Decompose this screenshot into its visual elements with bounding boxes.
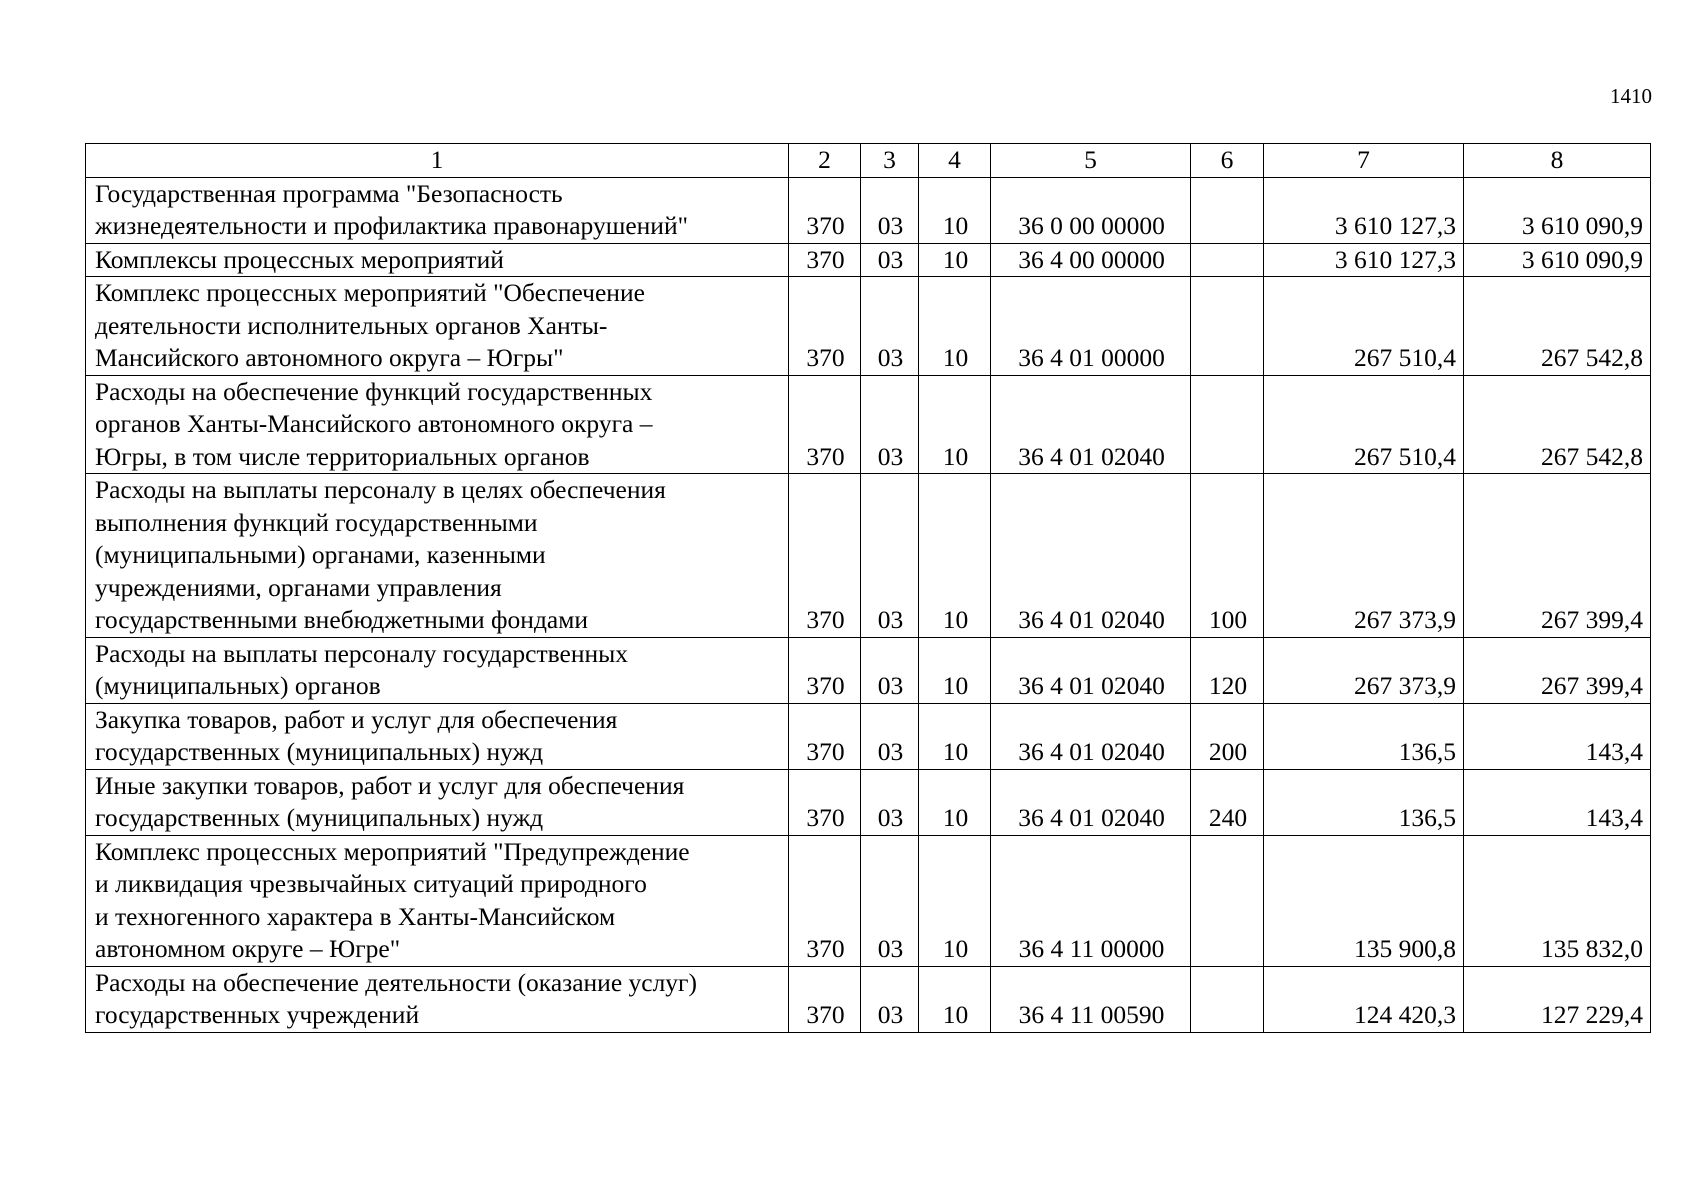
section-cell: 03 [861,966,919,1032]
subsection-cell: 10 [919,243,991,277]
column-header: 2 [789,144,861,178]
subsection-cell: 10 [919,474,991,638]
column-header: 1 [86,144,789,178]
section-cell: 03 [861,375,919,474]
row-name-cell: Расходы на выплаты персоналу государственных (муниципальных) органов [86,637,789,703]
target-article-cell: 36 4 01 02040 [991,375,1191,474]
subsection-cell: 10 [919,966,991,1032]
expense-type-cell [1191,243,1264,277]
table-row [86,243,1651,277]
code-cell: 370 [789,277,861,376]
amount-cell: 267 510,4 [1264,375,1464,474]
code-cell: 370 [789,375,861,474]
expense-type-cell [1191,966,1264,1032]
amount-cell: 267 399,4 [1464,474,1651,638]
subsection-cell: 10 [919,835,991,966]
subsection-cell: 10 [919,703,991,769]
row-name-cell: Государственная программа "Безопасность жизнедеятельности и профилактика правонарушений" [86,177,789,243]
expense-type-cell [1191,177,1264,243]
amount-cell: 267 510,4 [1264,277,1464,376]
target-article-cell: 36 4 01 02040 [991,769,1191,835]
amount-cell: 267 399,4 [1464,637,1651,703]
code-cell: 370 [789,243,861,277]
target-article-cell: 36 4 01 00000 [991,277,1191,376]
row-name-cell: Расходы на обеспечение деятельности (оказание услуг) государственных учреждений [86,966,789,1032]
subsection-cell: 10 [919,177,991,243]
table-row [86,966,1651,1032]
row-name-cell: Комплекс процессных мероприятий "Обеспечение деятельности исполнительных органов Ханты- Мансийского автономного округа – Югры" [86,277,789,376]
subsection-cell: 10 [919,769,991,835]
table-row [86,277,1651,376]
section-cell: 03 [861,769,919,835]
amount-cell: 127 229,4 [1464,966,1651,1032]
column-header: 4 [919,144,991,178]
amount-cell: 3 610 090,9 [1464,243,1651,277]
section-cell: 03 [861,637,919,703]
code-cell: 370 [789,637,861,703]
column-header: 8 [1464,144,1651,178]
table-row [86,474,1651,638]
section-cell: 03 [861,243,919,277]
row-name-cell: Расходы на обеспечение функций государственных органов Ханты-Мансийского автономного округа – Югры, в том числе территориальных органов [86,375,789,474]
table-row [86,703,1651,769]
expense-type-cell: 120 [1191,637,1264,703]
amount-cell: 267 373,9 [1264,474,1464,638]
row-name-cell: Закупка товаров, работ и услуг для обеспечения государственных (муниципальных) нужд [86,703,789,769]
expense-type-cell [1191,835,1264,966]
row-name-cell: Иные закупки товаров, работ и услуг для обеспечения государственных (муниципальных) нужд [86,769,789,835]
code-cell: 370 [789,769,861,835]
table-body [86,177,1651,1032]
subsection-cell: 10 [919,277,991,376]
code-cell: 370 [789,703,861,769]
row-name-cell: Комплекс процессных мероприятий "Предупреждение и ликвидация чрезвычайных ситуаций природного и техногенного характера в Ханты-Мансийском автономном округе – Югре" [86,835,789,966]
table-row [86,375,1651,474]
target-article-cell: 36 4 01 02040 [991,474,1191,638]
column-header: 3 [861,144,919,178]
code-cell: 370 [789,966,861,1032]
page-number: 1410 [1610,84,1652,108]
section-cell: 03 [861,835,919,966]
code-cell: 370 [789,835,861,966]
column-header: 7 [1264,144,1464,178]
section-cell: 03 [861,277,919,376]
target-article-cell: 36 4 11 00590 [991,966,1191,1032]
amount-cell: 143,4 [1464,769,1651,835]
section-cell: 03 [861,703,919,769]
target-article-cell: 36 0 00 00000 [991,177,1191,243]
target-article-cell: 36 4 11 00000 [991,835,1191,966]
amount-cell: 135 900,8 [1264,835,1464,966]
amount-cell: 124 420,3 [1264,966,1464,1032]
amount-cell: 135 832,0 [1464,835,1651,966]
amount-cell: 267 542,8 [1464,277,1651,376]
amount-cell: 267 542,8 [1464,375,1651,474]
code-cell: 370 [789,474,861,638]
column-header: 6 [1191,144,1264,178]
amount-cell: 136,5 [1264,769,1464,835]
row-name-cell: Расходы на выплаты персоналу в целях обеспечения выполнения функций государственными (муниципальными) органами, казенными учреждениями, органами управления государственными внебюджетными фондами [86,474,789,638]
subsection-cell: 10 [919,637,991,703]
expense-type-cell: 240 [1191,769,1264,835]
expense-type-cell [1191,375,1264,474]
column-header: 5 [991,144,1191,178]
section-cell: 03 [861,474,919,638]
table-row [86,835,1651,966]
amount-cell: 143,4 [1464,703,1651,769]
target-article-cell: 36 4 00 00000 [991,243,1191,277]
amount-cell: 267 373,9 [1264,637,1464,703]
target-article-cell: 36 4 01 02040 [991,637,1191,703]
expense-type-cell: 100 [1191,474,1264,638]
expense-type-cell: 200 [1191,703,1264,769]
target-article-cell: 36 4 01 02040 [991,703,1191,769]
amount-cell: 3 610 127,3 [1264,177,1464,243]
amount-cell: 3 610 127,3 [1264,243,1464,277]
expense-type-cell [1191,277,1264,376]
budget-table [85,143,1651,1033]
subsection-cell: 10 [919,375,991,474]
table-row [86,637,1651,703]
amount-cell: 136,5 [1264,703,1464,769]
amount-cell: 3 610 090,9 [1464,177,1651,243]
code-cell: 370 [789,177,861,243]
row-name-cell: Комплексы процессных мероприятий [86,243,789,277]
table-row [86,769,1651,835]
section-cell: 03 [861,177,919,243]
table-row [86,177,1651,243]
header-row [86,144,1651,178]
